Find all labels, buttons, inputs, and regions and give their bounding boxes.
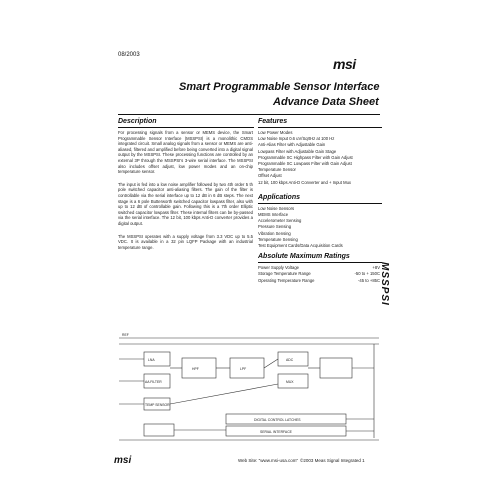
applications-rule: [258, 203, 382, 204]
diagram-label: LPF: [240, 367, 247, 371]
feature-item: Temperature Sensor: [258, 167, 296, 173]
footer-website: Web Site: "www.msi-usa.com": [238, 458, 299, 463]
document-title: Smart Programmable Sensor Interface: [179, 81, 380, 93]
feature-item: Offset Adjust: [258, 173, 282, 179]
document-subtitle: Advance Data Sheet: [273, 96, 379, 108]
output-filter-block: [320, 358, 352, 378]
description-section: [118, 118, 254, 250]
diagram-label: TEMP SENSOR: [145, 403, 170, 407]
applications-heading: Applications: [258, 193, 301, 201]
diagram-label: AA FILTER: [145, 380, 162, 384]
footer-logo: msi: [114, 455, 132, 466]
diagram-label: REF: [122, 333, 129, 337]
diagram-label: HPF: [192, 367, 199, 371]
features-heading: Features: [258, 118, 288, 125]
header-rule: [118, 114, 380, 115]
diagram-label: LNA: [148, 358, 155, 362]
side-part-number: MSSPSI: [379, 262, 390, 306]
description-rule: [118, 127, 254, 128]
feature-item: 12 bit, 100 kbps Anti-D Converter and + Input Mux: [258, 179, 351, 185]
application-item: Low Noise Sensors: [258, 205, 295, 211]
rating-value: -50 to + 150C: [354, 271, 380, 277]
signal-line: [264, 359, 278, 368]
description-paragraph: The input is fed into a low noise amplifier followed by two 4th order 5 th pole switched capacitor anti-aliasing filters. The gain of the filter is controllable via the serial interface up to 12 dB in 6 dB steps. The next stage is a 6 pole Butterworth switched capacitor lowpass filter, also with up to 12 dB of controllable gain. Following this is a 7th order Elliptic switched capacitor lowpass filter. These internal filters can be by-passed via the serial interface. The 12 bit, 100 kbps Anti-D converter provides a digital output.: [118, 181, 253, 226]
document-date: 08/2003: [118, 52, 140, 58]
diagram-label: DIGITAL CONTROL LATCHES: [254, 418, 301, 422]
description-paragraph: For processing signals from a sensor or MEMS device, the Smart Programmable Sensor Interface (MSSPSI) is a monolithic CMOS integrated circuit. Small analog signals from a sensor or MEMS are anti-aliased, filtered and amplified before being converted into a digital signal output by the MSSPSI. These processing functions are controlled by an external 3P through the MSSPSI's 3-wire serial interface. The MSSPSI also includes offset adjust, low power modes and an on-chip temperature sensor.: [118, 130, 253, 175]
features-rule: [258, 127, 382, 128]
features-section: [258, 118, 382, 284]
application-item: MEMS Interface: [258, 212, 289, 218]
rating-label: Operating Temperature Range: [258, 277, 315, 283]
application-item: Pressure Sensing: [258, 224, 292, 230]
diagram-label: SERIAL INTERFACE: [260, 430, 292, 434]
diagram-label: ADC: [286, 358, 294, 362]
description-paragraph: The MSSPSI operates with a supply voltage from 3.3 VDC up to 5.5 VDC. It is available in a 32 pin LQFP Package with an industrial temperature range.: [118, 233, 253, 250]
application-item: Test Equipment Cards/Data Acquisition Cards: [258, 243, 343, 249]
rating-label: Power Supply Voltage: [258, 265, 299, 271]
application-item: Vibration Sensing: [258, 230, 291, 236]
application-item: Temperature Sensing: [258, 236, 298, 242]
lpf-block: [230, 358, 264, 378]
feature-item: Anti-Alias Filter with Adjustable Gain: [258, 142, 326, 148]
phase-block: [144, 424, 174, 436]
ratings-heading: Absolute Maximum Ratings: [258, 253, 350, 261]
feature-item: Programmable SC Lowpass Filter with Gain Adjust: [258, 161, 352, 167]
diagram-label: MUX: [286, 380, 294, 384]
rating-row: [258, 278, 380, 284]
feature-item: Lowpass Filter with Adjustable Gain Stage: [258, 148, 337, 154]
feature-item: Programmable SC Highpass Filter with Gain Adjust: [258, 154, 353, 160]
rating-value: -45 to +85C: [358, 277, 380, 283]
ratings-rule: [258, 262, 382, 263]
feature-item: Low Power Modes: [258, 130, 293, 135]
signal-line: [170, 384, 278, 404]
rating-value: +8V: [372, 265, 380, 271]
footer-copyright: ©2003 Meas Signal Integrated 1: [300, 458, 365, 463]
company-logo: msi: [333, 56, 356, 72]
application-item: Accelerometer Sensing: [258, 218, 302, 224]
feature-item: Low Noise Input 0.6 uV/SqrtHz at 100 Hz: [258, 136, 335, 142]
hpf-block: [182, 358, 216, 378]
block-diagram: [114, 328, 384, 448]
rating-label: Storage Temperature Range: [258, 271, 311, 277]
description-heading: Description: [118, 118, 157, 125]
